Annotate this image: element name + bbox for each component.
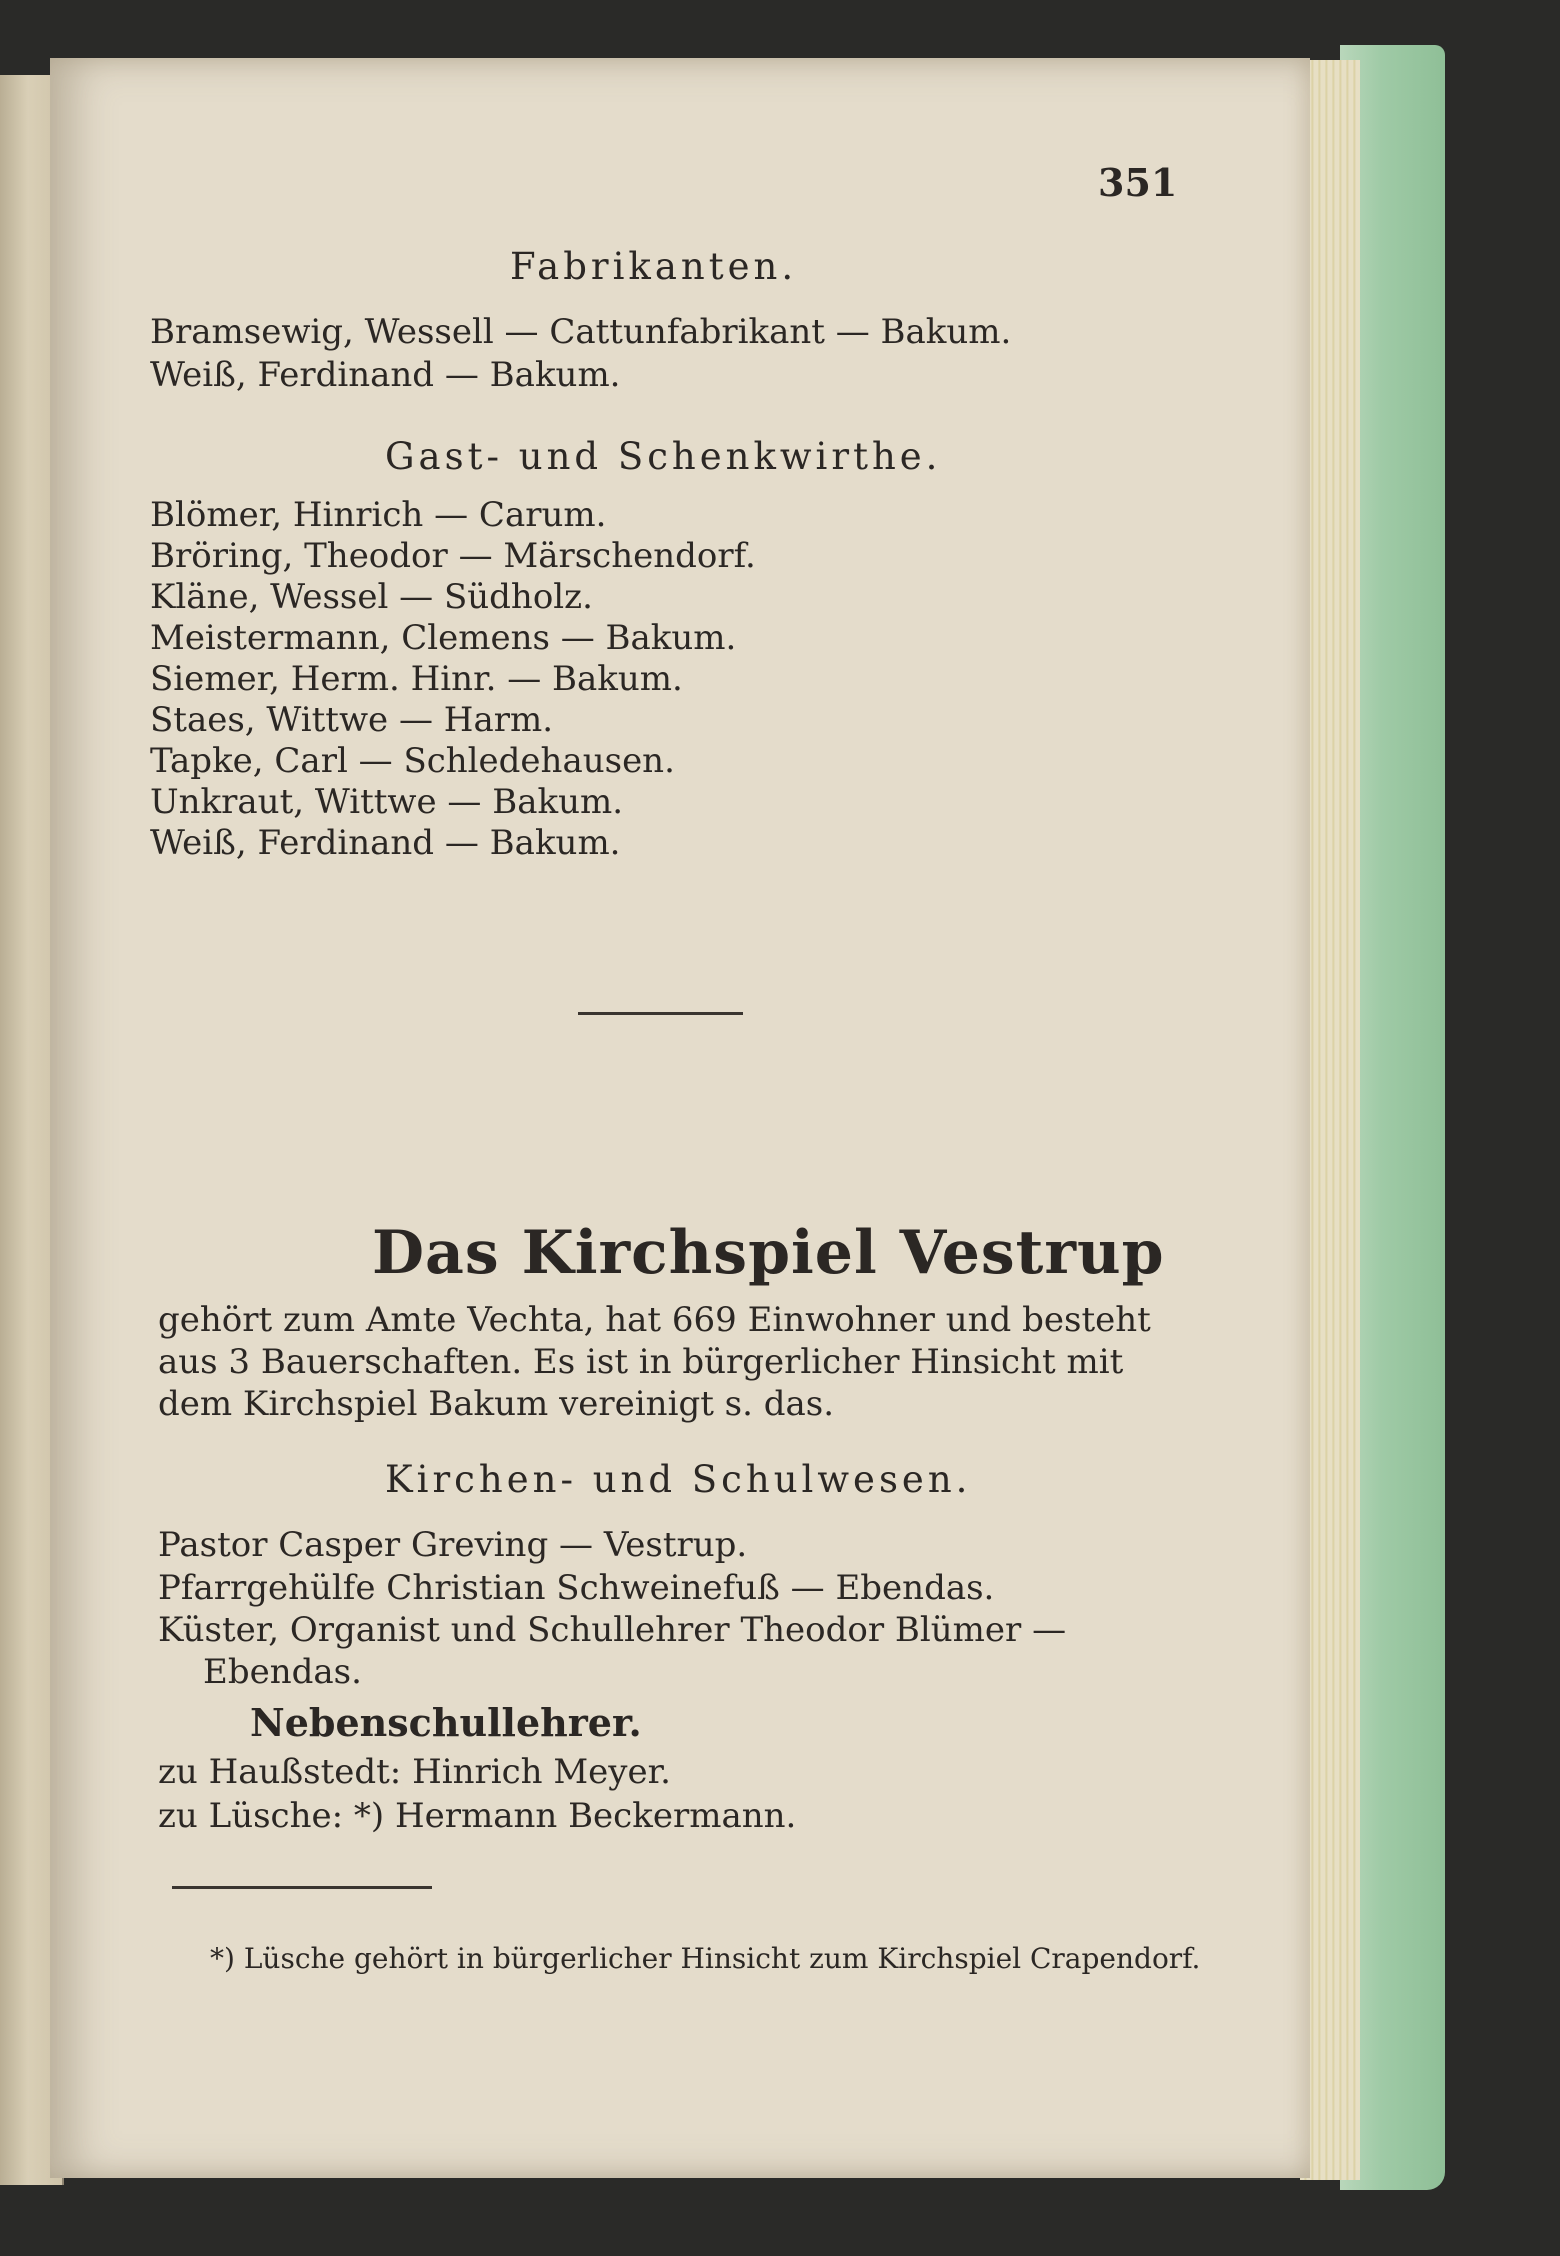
- parish-description-line: gehört zum Amte Vechta, hat 669 Einwohner und besteht: [158, 1300, 1151, 1340]
- parish-title: Das Kirchspiel Vestrup: [372, 1218, 1165, 1288]
- section-heading-fabrikanten: Fabrikanten.: [510, 245, 798, 288]
- entry-line: Bröring, Theodor — Märschendorf.: [150, 536, 756, 576]
- entry-line: Weiß, Ferdinand — Bakum.: [150, 823, 621, 863]
- entry-line: Küster, Organist und Schullehrer Theodor Blümer —: [158, 1610, 1067, 1650]
- parish-description-line: dem Kirchspiel Bakum vereinigt s. das.: [158, 1384, 835, 1424]
- section-heading-kirchen: Kirchen- und Schulwesen.: [385, 1458, 972, 1501]
- entry-line: Staes, Wittwe — Harm.: [150, 700, 554, 740]
- page-number: 351: [1098, 160, 1178, 205]
- section-heading-gastwirthe: Gast- und Schenkwirthe.: [385, 435, 942, 478]
- entry-line: Meistermann, Clemens — Bakum.: [150, 618, 737, 658]
- entry-line: Pfarrgehülfe Christian Schweinefuß — Ebendas.: [158, 1568, 995, 1608]
- entry-line: Unkraut, Wittwe — Bakum.: [150, 782, 624, 822]
- entry-line: Weiß, Ferdinand — Bakum.: [150, 355, 621, 395]
- footnote-rule: [172, 1886, 432, 1889]
- entry-line: Blömer, Hinrich — Carum.: [150, 495, 607, 535]
- entry-line: Ebendas.: [203, 1652, 362, 1692]
- entry-line: Kläne, Wessel — Südholz.: [150, 577, 593, 617]
- entry-line: Tapke, Carl — Schledehausen.: [150, 741, 675, 781]
- entry-line: zu Lüsche: *) Hermann Beckermann.: [158, 1796, 797, 1836]
- entry-line: Bramsewig, Wessell — Cattunfabrikant — Bakum.: [150, 312, 1012, 352]
- entry-line: Siemer, Herm. Hinr. — Bakum.: [150, 659, 683, 699]
- parish-description-line: aus 3 Bauerschaften. Es ist in bürgerlicher Hinsicht mit: [158, 1342, 1124, 1382]
- separator-rule: [578, 1012, 743, 1015]
- entry-line: Pastor Casper Greving — Vestrup.: [158, 1525, 748, 1565]
- section-heading-nebenschullehrer: Nebenschullehrer.: [250, 1700, 642, 1745]
- entry-line: zu Haußstedt: Hinrich Meyer.: [158, 1752, 671, 1792]
- footnote: *) Lüsche gehört in bürgerlicher Hinsicht zum Kirchspiel Crapendorf.: [210, 1942, 1201, 1975]
